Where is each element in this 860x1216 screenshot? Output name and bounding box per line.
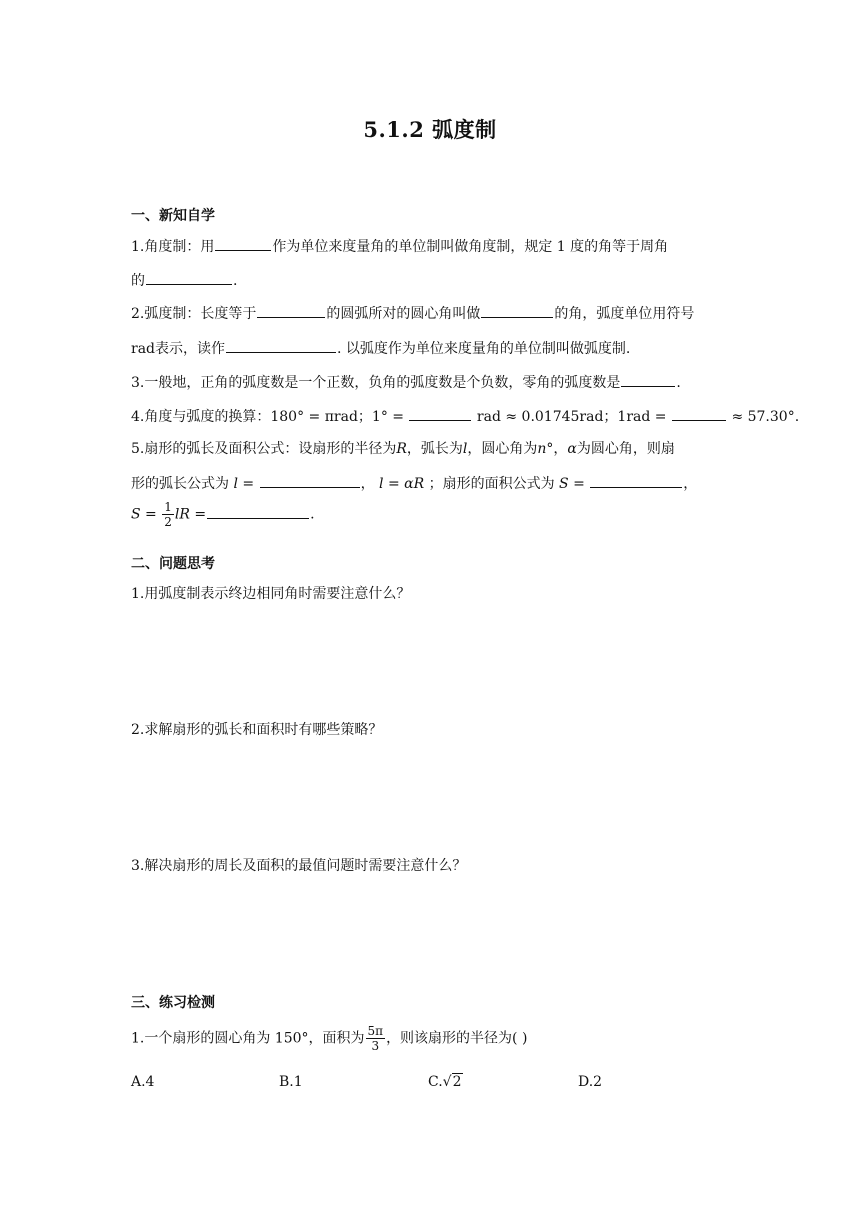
text: 的圆弧所对的圆心角叫做 — [326, 306, 481, 322]
math-var: l — [462, 441, 468, 457]
text: ，圆心角为 — [467, 441, 538, 457]
answer-blank — [257, 303, 325, 318]
item5-line2 — [131, 473, 697, 494]
fraction-denominator: 3 — [371, 1039, 380, 1053]
text: ， — [553, 441, 568, 457]
text: 1.一个扇形的圆心角为 150°，面积为 — [131, 1030, 365, 1047]
sqrt-expression: √2 — [442, 1074, 462, 1090]
fraction-numerator: 1 — [164, 500, 172, 514]
fraction-five-pi-thirds — [366, 1024, 386, 1053]
text: 4.角度与弧度的换算：180° = πrad；1° = — [131, 409, 404, 425]
text: . 以弧度作为单位来度量角的单位制叫做弧度制. — [337, 341, 631, 357]
math-var: α — [567, 441, 577, 457]
fraction-numerator: 5π — [367, 1024, 384, 1038]
math-expr: S = — [559, 476, 585, 492]
answer-blank — [672, 406, 726, 421]
page-title: 5.1.2 弧度制 — [363, 117, 497, 142]
item2-line1 — [131, 303, 694, 324]
text: 2.弧度制：长度等于 — [131, 306, 257, 322]
text: 形的弧长公式为 — [131, 476, 229, 492]
text: ，则该扇形的半径为( ) — [386, 1030, 528, 1047]
section-heading-practice: 三、练习检测 — [131, 995, 215, 1011]
answer-blank — [215, 236, 271, 251]
text: 5.扇形的弧长及面积公式：设扇形的半径为 — [131, 441, 397, 457]
item5-line1 — [131, 439, 675, 459]
sqrt-radicand: 2 — [452, 1074, 462, 1090]
text: ，弧长为 — [406, 441, 463, 457]
option-c[interactable] — [428, 1072, 463, 1092]
text: ， — [360, 476, 375, 492]
section-heading-questions: 二、问题思考 — [131, 556, 215, 572]
item3-line — [131, 372, 681, 393]
option-a[interactable]: A.4 — [131, 1074, 155, 1090]
item1-line2 — [131, 270, 237, 291]
text: 的 — [131, 273, 145, 289]
option-d[interactable]: D.2 — [578, 1074, 603, 1090]
answer-blank — [146, 270, 232, 285]
math-var: n° — [537, 441, 554, 457]
answer-blank — [409, 406, 471, 421]
text: 1.角度制：用 — [131, 239, 215, 255]
answer-blank — [260, 473, 360, 488]
answer-blank — [621, 372, 675, 387]
math-expr: S = — [131, 506, 157, 523]
math-expr: l = — [233, 476, 255, 492]
text: 作为单位来度量角的单位制叫做角度制，规定 1 度的角等于周角 — [272, 239, 669, 255]
text: ， — [683, 476, 698, 492]
answer-blank — [590, 473, 682, 488]
option-b[interactable]: B.1 — [279, 1074, 303, 1090]
text: C. — [428, 1074, 443, 1090]
math-expr: lR = — [174, 506, 207, 523]
item4-line — [131, 406, 799, 427]
math-var: R — [396, 441, 407, 457]
answer-blank — [207, 504, 309, 519]
text: . — [310, 506, 315, 523]
text: 的角，弧度单位用符号 — [554, 306, 695, 322]
question-1: 1.用弧度制表示终边相同角时需要注意什么？ — [131, 586, 411, 602]
text: rad ≈ 0.01745rad；1rad = — [476, 409, 667, 425]
fraction-denominator: 2 — [164, 515, 172, 529]
item5-line3 — [131, 500, 315, 529]
text: 为圆心角，则扇 — [576, 441, 675, 457]
text: 3.一般地，正角的弧度数是一个正数，负角的弧度数是个负数，零角的弧度数是 — [131, 375, 621, 391]
item2-line2 — [131, 338, 630, 359]
answer-blank — [226, 338, 336, 353]
question-3: 3.解决扇形的周长及面积的最值问题时需要注意什么？ — [131, 858, 467, 874]
fraction-one-half — [162, 500, 174, 529]
text: . — [233, 273, 238, 289]
answer-blank — [481, 303, 553, 318]
text: . — [676, 375, 681, 391]
item1-line1 — [131, 236, 668, 257]
question-2: 2.求解扇形的弧长和面积时有哪些策略？ — [131, 722, 383, 738]
text: ；扇形的面积公式为 — [428, 476, 555, 492]
section-heading-new-knowledge: 一、新知自学 — [131, 208, 215, 224]
math-expr: l = αR — [379, 476, 425, 492]
practice-problem-1 — [131, 1024, 527, 1053]
text: ≈ 57.30°. — [731, 409, 800, 425]
text: rad表示，读作 — [131, 341, 226, 357]
